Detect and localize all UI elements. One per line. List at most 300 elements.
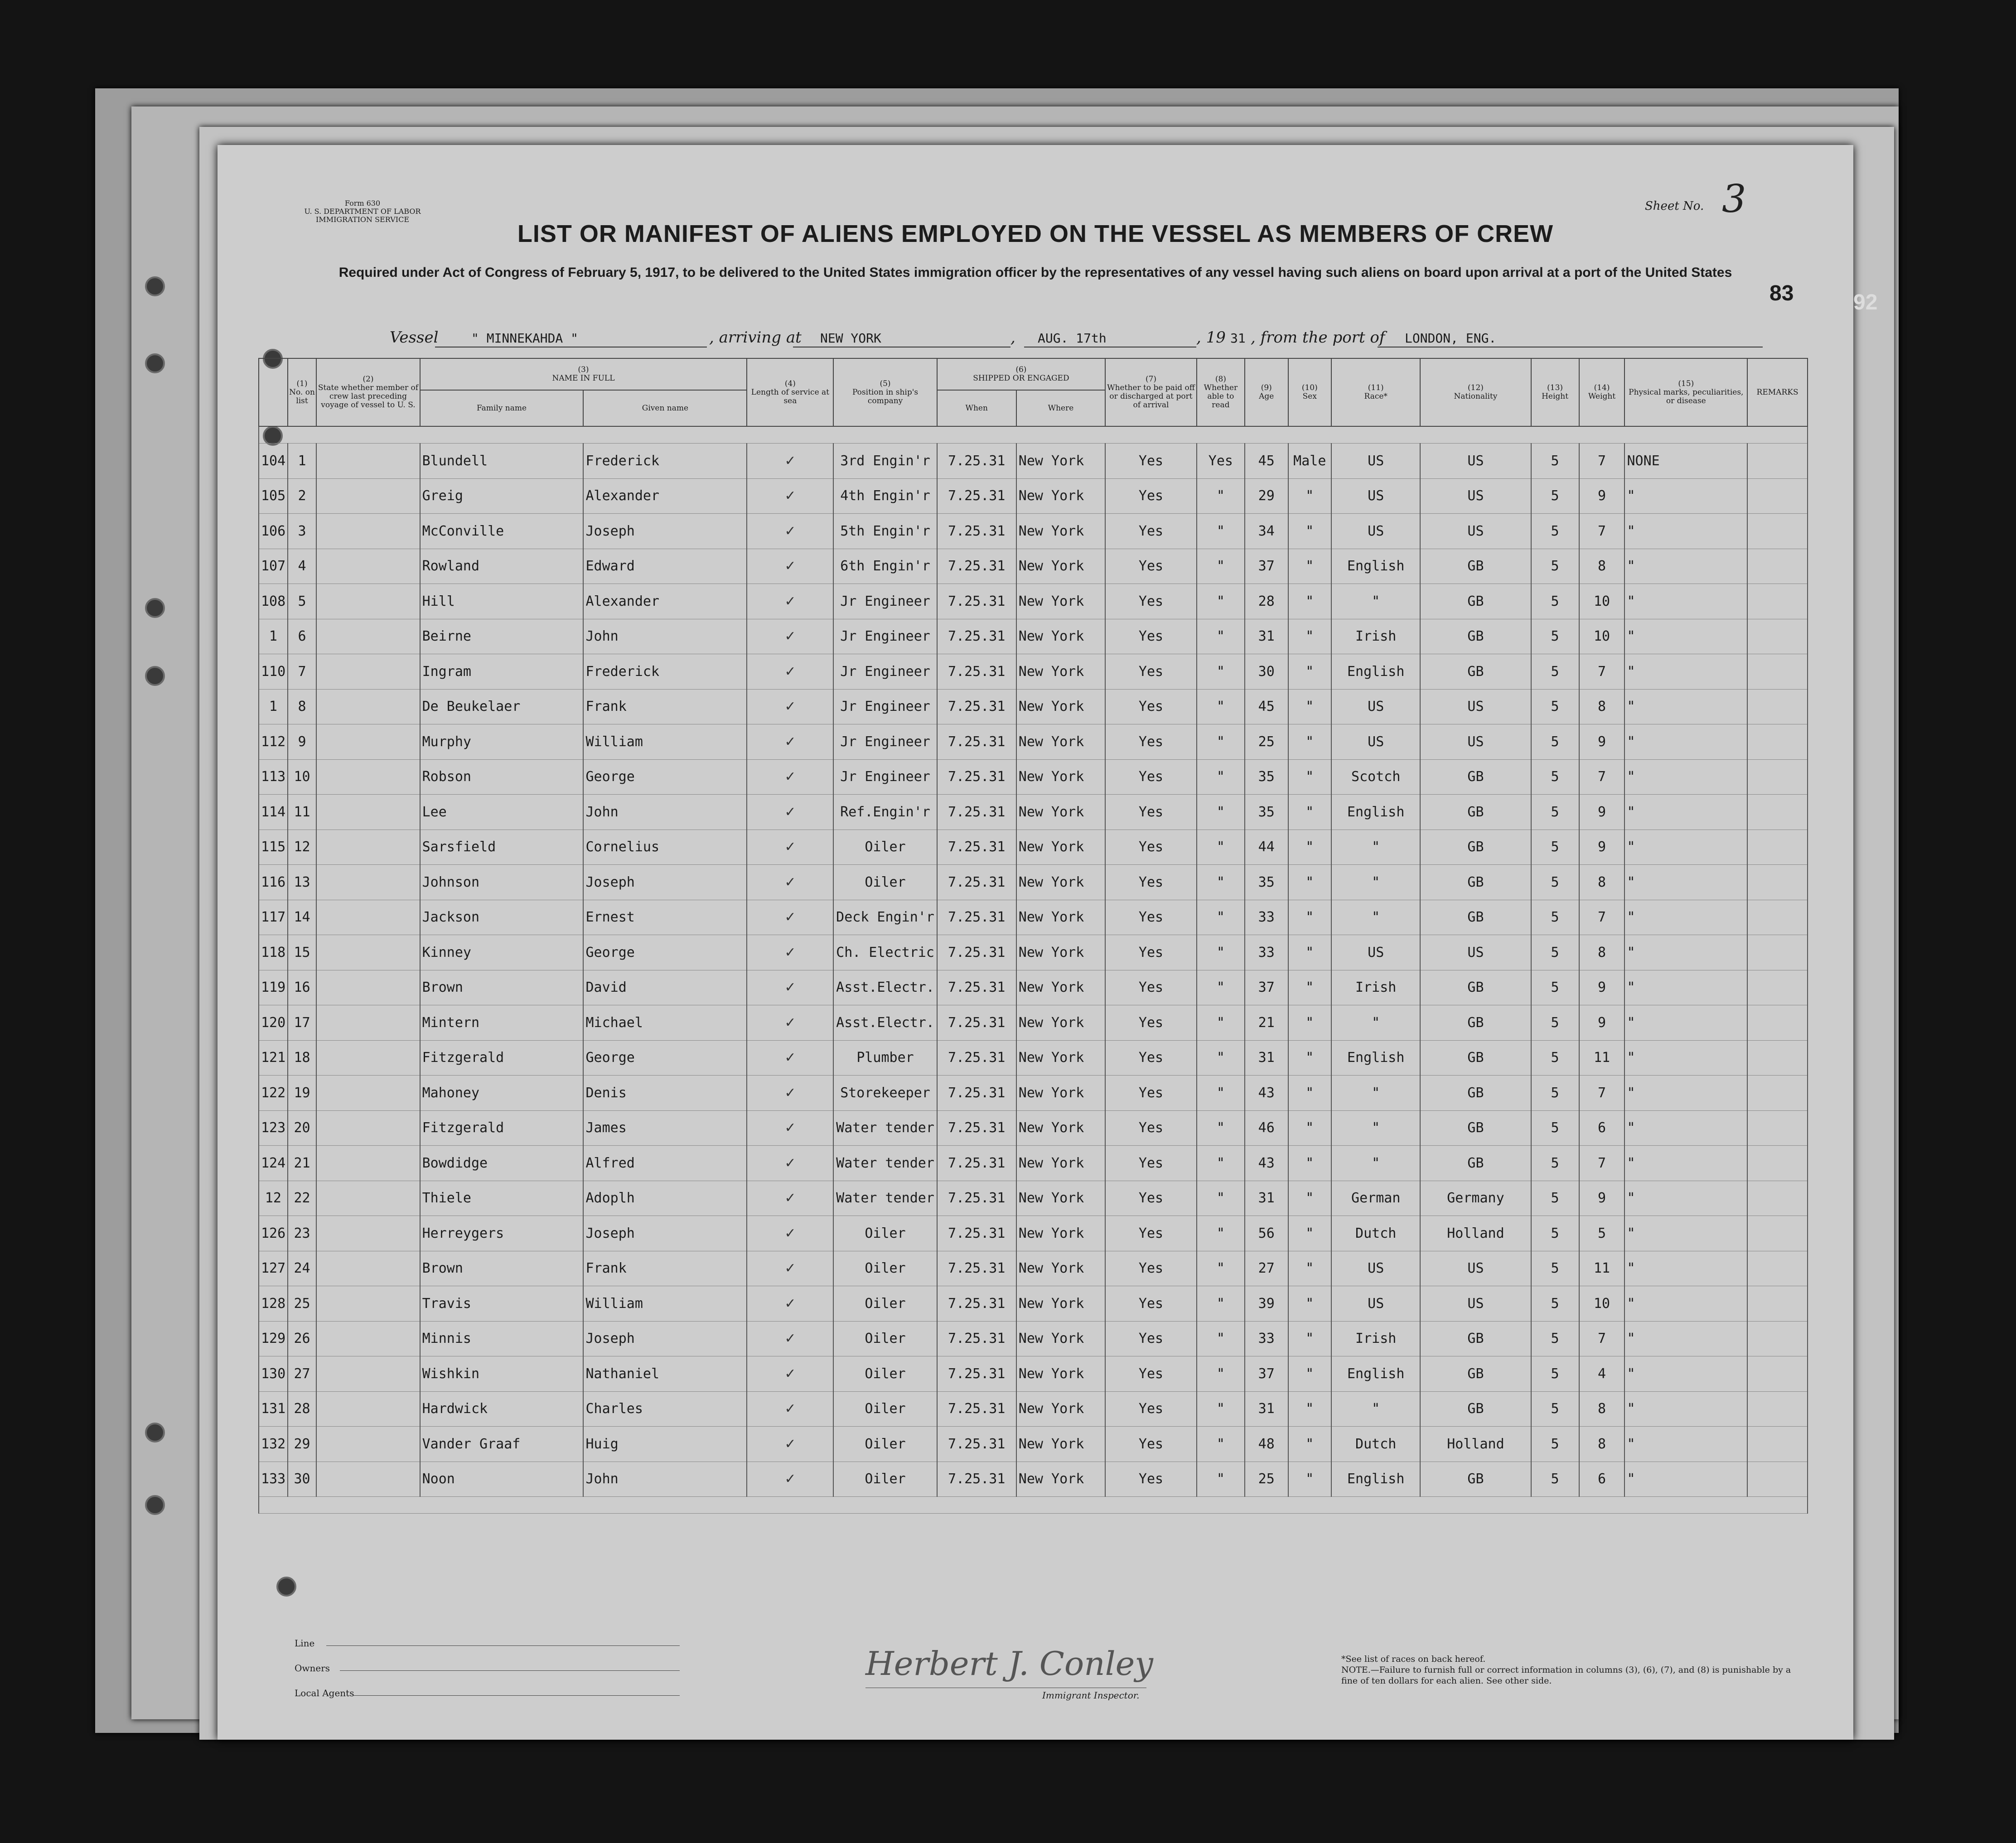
check-mark-icon: ✓ (747, 689, 833, 724)
given-name-cell: Joseph (583, 1321, 747, 1356)
prev-voyage-cell (316, 444, 420, 479)
given-name-cell: James (583, 1110, 747, 1146)
margin-number-cell: 107 (259, 549, 288, 584)
given-name-cell: Frank (583, 689, 747, 724)
family-name-cell: Minnis (420, 1321, 584, 1356)
paid-off-cell: Yes (1105, 584, 1197, 619)
list-number-cell: 2 (288, 478, 317, 514)
sex-cell: " (1288, 1216, 1332, 1251)
able-to-read-cell: " (1197, 1321, 1245, 1356)
physical-marks-cell: " (1624, 795, 1747, 830)
paid-off-cell: Yes (1105, 689, 1197, 724)
weight-cell: 8 (1579, 549, 1625, 584)
family-name-cell: Brown (420, 970, 584, 1005)
shipped-where-cell: New York (1016, 1076, 1105, 1111)
list-number-cell: 26 (288, 1321, 317, 1356)
table-row (259, 619, 1808, 654)
manifest-subtitle: Required under Act of Congress of February 5, 1917, to be delivered to the United States immigration officer by the representatives of any vessel having such aliens on board upon arrival at a port of the United States (338, 265, 1732, 280)
paid-off-cell: Yes (1105, 478, 1197, 514)
table-row (259, 935, 1808, 970)
paid-off-cell: Yes (1105, 970, 1197, 1005)
prev-voyage-cell (316, 759, 420, 795)
vessel-name: " MINNEKAHDA " (471, 331, 579, 346)
height-cell: 5 (1531, 1321, 1579, 1356)
shipped-when-cell: 7.25.31 (937, 724, 1016, 760)
list-number-cell: 13 (288, 865, 317, 900)
prev-voyage-cell (316, 1181, 420, 1216)
weight-cell: 9 (1579, 1005, 1625, 1041)
sex-cell: " (1288, 654, 1332, 690)
check-mark-icon: ✓ (747, 584, 833, 619)
table-row (259, 1005, 1808, 1041)
race-cell: English (1331, 1356, 1420, 1392)
nationality-cell: GB (1420, 1110, 1531, 1146)
table-row (259, 724, 1808, 760)
able-to-read-cell: " (1197, 1005, 1245, 1041)
position-cell: Oiler (833, 865, 937, 900)
binder-hole (145, 1495, 165, 1515)
prev-voyage-cell (316, 1427, 420, 1462)
paid-off-cell: Yes (1105, 1005, 1197, 1041)
age-cell: 31 (1245, 1181, 1288, 1216)
nationality-cell: GB (1420, 619, 1531, 654)
physical-marks-cell: " (1624, 1076, 1747, 1111)
table-row (259, 970, 1808, 1005)
height-cell: 5 (1531, 549, 1579, 584)
age-cell: 35 (1245, 795, 1288, 830)
age-cell: 45 (1245, 444, 1288, 479)
list-number-cell: 21 (288, 1146, 317, 1181)
able-to-read-cell: " (1197, 1146, 1245, 1181)
shipped-when-cell: 7.25.31 (937, 1462, 1016, 1497)
given-name-cell: John (583, 1462, 747, 1497)
family-name-cell: Sarsfield (420, 830, 584, 865)
prev-voyage-cell (316, 689, 420, 724)
paid-off-cell: Yes (1105, 549, 1197, 584)
weight-cell: 7 (1579, 444, 1625, 479)
shipped-when-cell: 7.25.31 (937, 900, 1016, 935)
position-cell: Jr Engineer (833, 724, 937, 760)
prev-voyage-cell (316, 1005, 420, 1041)
family-name-cell: Fitzgerald (420, 1040, 584, 1076)
remarks-cell (1747, 1076, 1808, 1111)
table-row (259, 1040, 1808, 1076)
footer-notes (1341, 1654, 1794, 1686)
shipped-where-cell: New York (1016, 970, 1105, 1005)
given-name-cell: George (583, 759, 747, 795)
able-to-read-cell: " (1197, 1286, 1245, 1322)
arrival-date: AUG. 17th (1038, 331, 1107, 346)
able-to-read-cell: " (1197, 654, 1245, 690)
age-cell: 56 (1245, 1216, 1288, 1251)
check-mark-icon: ✓ (747, 830, 833, 865)
family-name-cell: Hill (420, 584, 584, 619)
height-cell: 5 (1531, 1356, 1579, 1392)
sex-cell: " (1288, 1356, 1332, 1392)
check-mark-icon: ✓ (747, 1251, 833, 1286)
position-cell: Oiler (833, 1251, 937, 1286)
age-cell: 33 (1245, 935, 1288, 970)
able-to-read-cell: " (1197, 1076, 1245, 1111)
nationality-cell: GB (1420, 1076, 1531, 1111)
remarks-cell (1747, 900, 1808, 935)
vessel-label: Vessel (390, 328, 439, 347)
family-name-cell: Johnson (420, 865, 584, 900)
sheet-number-label: Sheet No. (1645, 199, 1704, 213)
check-mark-icon: ✓ (747, 1005, 833, 1041)
shipped-when-cell: 7.25.31 (937, 1427, 1016, 1462)
shipped-where-cell: New York (1016, 584, 1105, 619)
shipped-where-cell: New York (1016, 689, 1105, 724)
prev-voyage-cell (316, 900, 420, 935)
race-cell: " (1331, 1391, 1420, 1427)
margin-number-cell: 117 (259, 900, 288, 935)
physical-marks-cell: " (1624, 935, 1747, 970)
weight-cell: 6 (1579, 1462, 1625, 1497)
sex-cell: " (1288, 1110, 1332, 1146)
family-name-cell: Thiele (420, 1181, 584, 1216)
from-port: LONDON, ENG. (1405, 331, 1497, 346)
col-age-header: (9) Age (1245, 358, 1288, 426)
shipped-where-cell: New York (1016, 619, 1105, 654)
shipped-where-cell: New York (1016, 1321, 1105, 1356)
sex-cell: " (1288, 935, 1332, 970)
paid-off-cell: Yes (1105, 865, 1197, 900)
nationality-cell: GB (1420, 1146, 1531, 1181)
given-name-cell: John (583, 795, 747, 830)
height-cell: 5 (1531, 1146, 1579, 1181)
margin-number-cell: 116 (259, 865, 288, 900)
margin-number-cell: 118 (259, 935, 288, 970)
race-cell: " (1331, 1076, 1420, 1111)
weight-cell: 9 (1579, 830, 1625, 865)
position-cell: Jr Engineer (833, 689, 937, 724)
table-row (259, 584, 1808, 619)
weight-cell: 7 (1579, 1321, 1625, 1356)
able-to-read-cell: " (1197, 1356, 1245, 1392)
shipped-when-cell: 7.25.31 (937, 1356, 1016, 1392)
age-cell: 30 (1245, 654, 1288, 690)
race-cell: English (1331, 795, 1420, 830)
col-shipped-header: (6) SHIPPED OR ENGAGED (937, 358, 1106, 390)
race-cell: Dutch (1331, 1216, 1420, 1251)
physical-marks-cell: " (1624, 1251, 1747, 1286)
remarks-cell (1747, 514, 1808, 549)
height-cell: 5 (1531, 1040, 1579, 1076)
physical-marks-cell: " (1624, 1356, 1747, 1392)
sex-cell: Male (1288, 444, 1332, 479)
col-race-header: (11) Race* (1331, 358, 1420, 426)
check-mark-icon: ✓ (747, 514, 833, 549)
shipped-when-cell: 7.25.31 (937, 478, 1016, 514)
age-cell: 37 (1245, 970, 1288, 1005)
physical-marks-cell: " (1624, 1391, 1747, 1427)
col-no-header: (1) No. on list (288, 358, 317, 426)
shipped-when-cell: 7.25.31 (937, 1146, 1016, 1181)
able-to-read-cell: " (1197, 724, 1245, 760)
paid-off-cell: Yes (1105, 1356, 1197, 1392)
sex-cell: " (1288, 830, 1332, 865)
weight-cell: 8 (1579, 1427, 1625, 1462)
table-row (259, 900, 1808, 935)
age-cell: 39 (1245, 1286, 1288, 1322)
prev-voyage-cell (316, 654, 420, 690)
race-cell: English (1331, 654, 1420, 690)
nationality-cell: US (1420, 1251, 1531, 1286)
paid-off-cell: Yes (1105, 724, 1197, 760)
age-cell: 45 (1245, 689, 1288, 724)
physical-marks-cell: " (1624, 478, 1747, 514)
table-row (259, 1356, 1808, 1392)
able-to-read-cell: " (1197, 1040, 1245, 1076)
margin-number-cell: 112 (259, 724, 288, 760)
table-row (259, 549, 1808, 584)
shipped-where-cell: New York (1016, 654, 1105, 690)
age-cell: 25 (1245, 724, 1288, 760)
table-row (259, 1462, 1808, 1497)
shipped-when-cell: 7.25.31 (937, 1286, 1016, 1322)
stamp-number-far: 92 (1853, 290, 1878, 314)
margin-number-cell: 120 (259, 1005, 288, 1041)
age-cell: 43 (1245, 1076, 1288, 1111)
check-mark-icon: ✓ (747, 1462, 833, 1497)
sex-cell: " (1288, 584, 1332, 619)
height-cell: 5 (1531, 1181, 1579, 1216)
arriving-label: , arriving at (709, 328, 802, 347)
paid-off-cell: Yes (1105, 1110, 1197, 1146)
family-name-cell: Fitzgerald (420, 1110, 584, 1146)
remarks-cell (1747, 724, 1808, 760)
shipped-where-cell: New York (1016, 1391, 1105, 1427)
physical-marks-cell: " (1624, 1427, 1747, 1462)
table-row (259, 830, 1808, 865)
manifest-table (258, 358, 1808, 1514)
list-number-cell: 16 (288, 970, 317, 1005)
margin-number-cell: 123 (259, 1110, 288, 1146)
age-cell: 35 (1245, 759, 1288, 795)
prev-voyage-cell (316, 865, 420, 900)
given-name-cell: Alexander (583, 478, 747, 514)
age-cell: 31 (1245, 1040, 1288, 1076)
paid-off-cell: Yes (1105, 795, 1197, 830)
position-cell: Ref.Engin'r (833, 795, 937, 830)
able-to-read-cell: " (1197, 1110, 1245, 1146)
remarks-cell (1747, 1286, 1808, 1322)
remarks-cell (1747, 584, 1808, 619)
nationality-cell: GB (1420, 549, 1531, 584)
height-cell: 5 (1531, 795, 1579, 830)
position-cell: 4th Engin'r (833, 478, 937, 514)
family-name-cell: De Beukelaer (420, 689, 584, 724)
position-cell: Oiler (833, 1286, 937, 1322)
arriving-port: NEW YORK (820, 331, 881, 346)
family-name-cell: Brown (420, 1251, 584, 1286)
race-cell: US (1331, 935, 1420, 970)
given-name-cell: Nathaniel (583, 1356, 747, 1392)
position-cell: Deck Engin'r (833, 900, 937, 935)
race-cell: Dutch (1331, 1427, 1420, 1462)
prev-voyage-cell (316, 1391, 420, 1427)
list-number-cell: 30 (288, 1462, 317, 1497)
family-name-cell: Beirne (420, 619, 584, 654)
age-cell: 31 (1245, 1391, 1288, 1427)
height-cell: 5 (1531, 514, 1579, 549)
height-cell: 5 (1531, 478, 1579, 514)
col-nationality-header: (12) Nationality (1420, 358, 1531, 426)
family-name-cell: Kinney (420, 935, 584, 970)
margin-number-cell: 133 (259, 1462, 288, 1497)
sex-cell: " (1288, 795, 1332, 830)
col-family-name-header: Family name (420, 390, 584, 426)
remarks-cell (1747, 1005, 1808, 1041)
check-mark-icon: ✓ (747, 1040, 833, 1076)
able-to-read-cell: " (1197, 1216, 1245, 1251)
given-name-cell: Frank (583, 1251, 747, 1286)
able-to-read-cell: " (1197, 795, 1245, 830)
shipped-when-cell: 7.25.31 (937, 865, 1016, 900)
binder-hole (145, 598, 165, 618)
remarks-cell (1747, 1427, 1808, 1462)
footer-owners-label: Owners (295, 1663, 330, 1674)
family-name-cell: Lee (420, 795, 584, 830)
table-row (259, 689, 1808, 724)
shipped-where-cell: New York (1016, 1181, 1105, 1216)
race-cell: US (1331, 444, 1420, 479)
margin-number-cell: 128 (259, 1286, 288, 1322)
physical-marks-cell: " (1624, 549, 1747, 584)
check-mark-icon: ✓ (747, 935, 833, 970)
position-cell: 3rd Engin'r (833, 444, 937, 479)
paid-off-cell: Yes (1105, 1040, 1197, 1076)
shipped-where-cell: New York (1016, 1005, 1105, 1041)
arrival-year: 31 (1230, 331, 1246, 346)
shipped-where-cell: New York (1016, 514, 1105, 549)
prev-voyage-cell (316, 619, 420, 654)
given-name-cell: Edward (583, 549, 747, 584)
physical-marks-cell: " (1624, 1216, 1747, 1251)
shipped-when-cell: 7.25.31 (937, 1321, 1016, 1356)
age-cell: 37 (1245, 549, 1288, 584)
form-department: U. S. DEPARTMENT OF LABOR (304, 207, 421, 216)
prev-voyage-cell (316, 1110, 420, 1146)
list-number-cell: 12 (288, 830, 317, 865)
col-where-header: Where (1016, 390, 1105, 426)
shipped-when-cell: 7.25.31 (937, 970, 1016, 1005)
list-number-cell: 22 (288, 1181, 317, 1216)
footer-line-label: Line (295, 1638, 315, 1649)
position-cell: Jr Engineer (833, 584, 937, 619)
family-name-cell: Travis (420, 1286, 584, 1322)
family-name-cell: Jackson (420, 900, 584, 935)
shipped-where-cell: New York (1016, 795, 1105, 830)
position-cell: Ch. Electric (833, 935, 937, 970)
table-row (259, 759, 1808, 795)
margin-number-cell: 121 (259, 1040, 288, 1076)
check-mark-icon: ✓ (747, 444, 833, 479)
race-cell: US (1331, 514, 1420, 549)
able-to-read-cell: " (1197, 584, 1245, 619)
given-name-cell: Charles (583, 1391, 747, 1427)
weight-cell: 8 (1579, 935, 1625, 970)
shipped-when-cell: 7.25.31 (937, 1391, 1016, 1427)
race-cell: English (1331, 549, 1420, 584)
race-cell: US (1331, 478, 1420, 514)
physical-marks-cell: " (1624, 830, 1747, 865)
age-cell: 31 (1245, 619, 1288, 654)
height-cell: 5 (1531, 1251, 1579, 1286)
given-name-cell: Frederick (583, 654, 747, 690)
height-cell: 5 (1531, 830, 1579, 865)
manifest-title: LIST OR MANIFEST OF ALIENS EMPLOYED ON THE VESSEL AS MEMBERS OF CREW (517, 220, 1554, 247)
weight-cell: 10 (1579, 1286, 1625, 1322)
height-cell: 5 (1531, 935, 1579, 970)
remarks-cell (1747, 935, 1808, 970)
shipped-when-cell: 7.25.31 (937, 1181, 1016, 1216)
binder-hole (145, 666, 165, 686)
paid-off-cell: Yes (1105, 444, 1197, 479)
remarks-cell (1747, 1251, 1808, 1286)
able-to-read-cell: " (1197, 514, 1245, 549)
col-read-header: (8) Whether able to read (1197, 358, 1245, 426)
nationality-cell: US (1420, 514, 1531, 549)
prev-voyage-cell (316, 1321, 420, 1356)
table-row (259, 1076, 1808, 1111)
check-mark-icon: ✓ (747, 1286, 833, 1322)
given-name-cell: Frederick (583, 444, 747, 479)
remarks-cell (1747, 1181, 1808, 1216)
sex-cell: " (1288, 865, 1332, 900)
shipped-where-cell: New York (1016, 1251, 1105, 1286)
check-mark-icon: ✓ (747, 478, 833, 514)
margin-number-cell: 127 (259, 1251, 288, 1286)
shipped-when-cell: 7.25.31 (937, 1005, 1016, 1041)
prev-voyage-cell (316, 514, 420, 549)
paid-off-cell: Yes (1105, 654, 1197, 690)
col-given-name-header: Given name (583, 390, 747, 426)
sex-cell: " (1288, 689, 1332, 724)
age-cell: 37 (1245, 1356, 1288, 1392)
weight-cell: 6 (1579, 1110, 1625, 1146)
from-port-label: , from the port of (1251, 328, 1385, 347)
margin-number-cell: 124 (259, 1146, 288, 1181)
height-cell: 5 (1531, 1216, 1579, 1251)
shipped-when-cell: 7.25.31 (937, 549, 1016, 584)
nationality-cell: GB (1420, 1391, 1531, 1427)
binder-hole (145, 276, 165, 296)
sex-cell: " (1288, 1181, 1332, 1216)
nationality-cell: GB (1420, 830, 1531, 865)
given-name-cell: Cornelius (583, 830, 747, 865)
margin-number-cell: 110 (259, 654, 288, 690)
family-name-cell: Bowdidge (420, 1146, 584, 1181)
manifest-sheet (218, 145, 1878, 1740)
stamp-number: 83 (1769, 281, 1794, 305)
remarks-cell (1747, 1391, 1808, 1427)
remarks-cell (1747, 1110, 1808, 1146)
family-name-cell: Rowland (420, 549, 584, 584)
given-name-cell: William (583, 724, 747, 760)
prev-voyage-cell (316, 1146, 420, 1181)
paid-off-cell: Yes (1105, 1391, 1197, 1427)
remarks-cell (1747, 1321, 1808, 1356)
col-paid-off-header: (7) Whether to be paid off or discharged at port of arrival (1105, 358, 1197, 426)
position-cell: Oiler (833, 1321, 937, 1356)
margin-number-cell: 106 (259, 514, 288, 549)
check-mark-icon: ✓ (747, 654, 833, 690)
remarks-cell (1747, 478, 1808, 514)
sex-cell: " (1288, 759, 1332, 795)
age-cell: 25 (1245, 1462, 1288, 1497)
